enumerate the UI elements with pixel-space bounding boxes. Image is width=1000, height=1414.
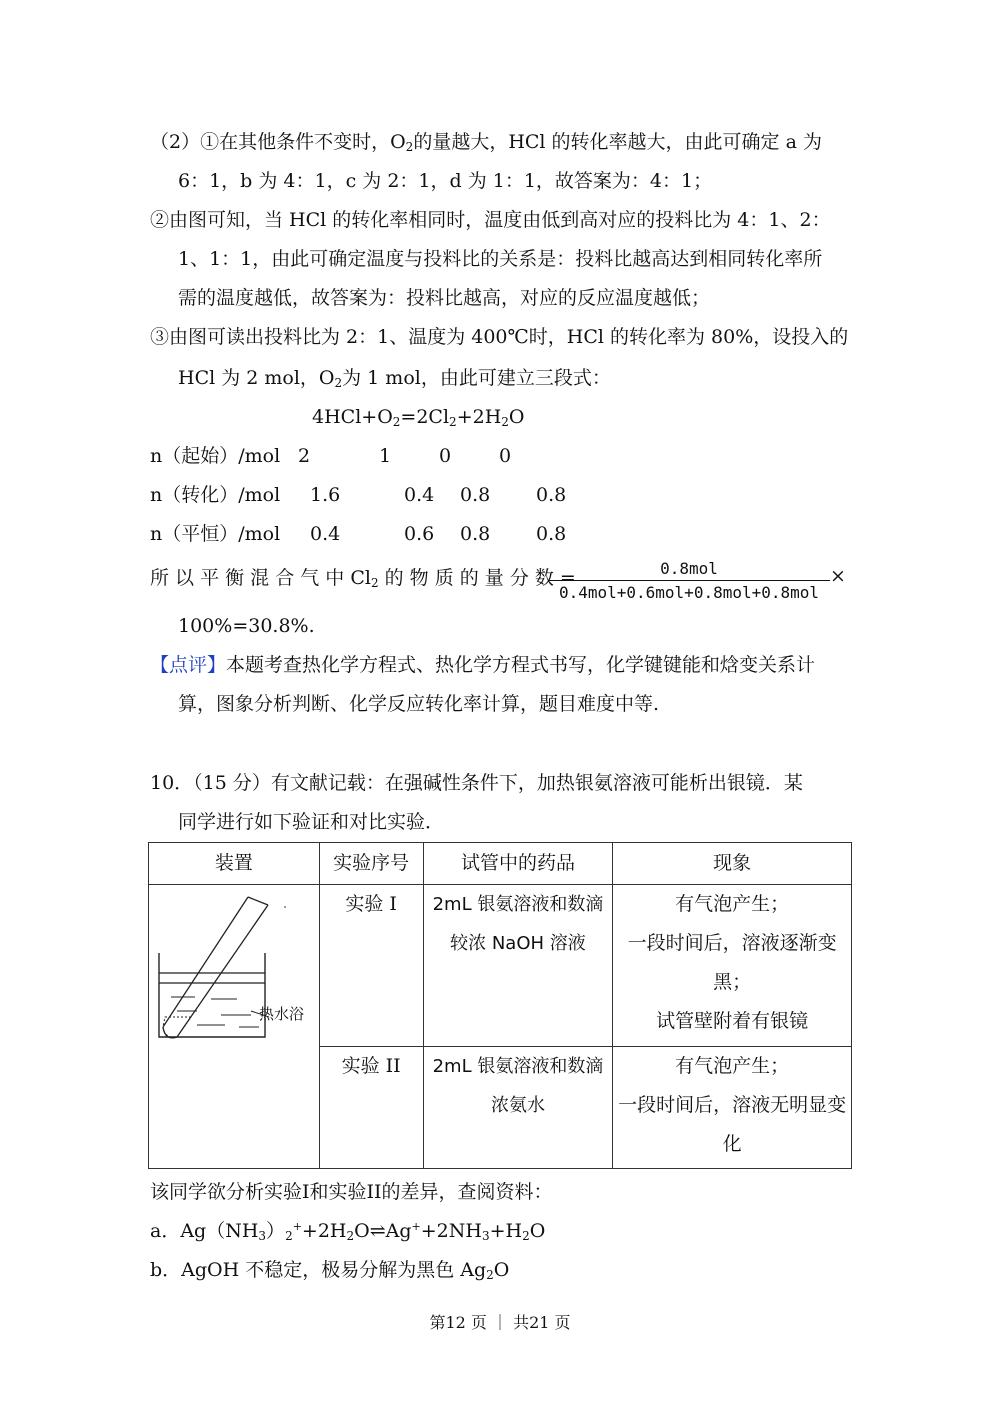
mole-fraction xyxy=(548,558,830,604)
reference-item-b: b．AgOH 不稳定，极易分解为黑色 $Ag_2O$ xyxy=(150,1259,510,1282)
experiment-table xyxy=(148,842,852,1169)
exp-1-phenomenon xyxy=(613,885,852,1047)
exp-2-obs-line: 有气泡产生； xyxy=(675,1055,790,1077)
stage-label: n（平恒）/mol xyxy=(150,523,281,545)
after-table-text: 该同学欲分析实验I和实验II的差异，查阅资料： xyxy=(150,1181,553,1203)
exp-1-drug-line: 2mL 银氨溶液和数滴 xyxy=(432,894,604,915)
exp-2-id: 实验 II xyxy=(319,1047,423,1169)
exp-1-obs-line: 黑； xyxy=(713,971,752,993)
stage-value: 0 xyxy=(499,445,512,467)
reference-item-a: a．$Ag(NH_3)_2^++2H_2O\rightleftharpoons Ag^++2NH_3+H_2O$ xyxy=(150,1220,546,1243)
stage-value: 0.4 xyxy=(404,484,435,506)
header-drugs: 试管中的药品 xyxy=(423,843,613,885)
table-header-row xyxy=(149,843,852,885)
exp-2-phenomenon xyxy=(613,1047,852,1169)
header-phenomenon: 现象 xyxy=(613,843,852,885)
exp-2-drug-line: 2mL 银氨溶液和数滴 xyxy=(432,1056,604,1077)
solution-line-6: ③由图可读出投料比为 2：1、温度为 400℃时，HCl 的转化率为 80%，设投入的 xyxy=(150,326,849,348)
solution-line-4: 1、1：1，由此可确定温度与投料比的关系是：投料比越高达到相同转化率所 xyxy=(178,248,823,270)
fraction-bar xyxy=(548,580,830,581)
fraction-denominator: 0.4mol+0.6mol+0.8mol+0.8mol xyxy=(558,583,820,602)
stage-value: 0.8 xyxy=(460,523,491,545)
comment-line-2: 算，图象分析判断、化学反应转化率计算，题目难度中等. xyxy=(178,693,660,715)
reaction-equation: $4HCl+O_2=2Cl_2+2H_2O$ xyxy=(312,406,525,429)
comment-line-1: 【点评】本题考查热化学方程式、热化学方程式书写，化学键键能和焓变关系计 xyxy=(150,654,816,676)
solution-line-3: ②由图可知，当 HCl 的转化率相同时，温度由低到高对应的投料比为 4：1、2： xyxy=(150,209,831,231)
question-10-line-2: 同学进行如下验证和对比实验． xyxy=(178,811,445,833)
water-bath-label: 热水浴 xyxy=(259,1005,305,1023)
stage-value: 1 xyxy=(379,445,392,467)
question-10-line-1: 10．（15 分）有文献记载：在强碱性条件下，加热银氨溶液可能析出银镜．某 xyxy=(150,772,803,794)
exp-1-drug-line: 较浓 NaOH 溶液 xyxy=(450,933,586,954)
stage-label: n（转化）/mol xyxy=(150,484,281,506)
exp-1-drugs xyxy=(423,885,613,1047)
stage-label: n（起始）/mol xyxy=(150,445,281,467)
solution-line-5: 需的温度越低，故答案为：投料比越高，对应的反应温度越低； xyxy=(178,287,711,309)
comment-tag: 【点评】 xyxy=(150,654,227,676)
device-cell xyxy=(149,885,320,1169)
page-footer: 第12 页 ｜ 共21 页 xyxy=(429,1313,571,1332)
table-row xyxy=(149,885,852,1047)
exp-1-id: 实验 I xyxy=(319,885,423,1047)
solution-line-1: （2）①在其他条件不变时，$O_2$的量越大，HCl 的转化率越大，由此可确定 a 为 xyxy=(150,131,822,154)
exp-2-obs-line: 化 xyxy=(722,1133,742,1155)
stage-value: 0.8 xyxy=(460,484,491,506)
exp-2-drugs xyxy=(423,1047,613,1169)
times-sign: × xyxy=(830,565,846,587)
stage-value: 0.8 xyxy=(536,484,567,506)
exp-1-obs-line: 试管壁附着有银镜 xyxy=(656,1010,809,1032)
percent-result: 100%=30.8%. xyxy=(178,615,315,637)
stage-value: 0.8 xyxy=(536,523,567,545)
header-exp-id: 实验序号 xyxy=(319,843,423,885)
solution-line-7: HCl 为 2 mol，$O_2$为 1 mol，由此可建立三段式： xyxy=(178,367,611,390)
exp-2-obs-line: 一段时间后，溶液无明显变 xyxy=(618,1094,847,1116)
stage-value: 0.4 xyxy=(310,523,341,545)
stage-value: 0.6 xyxy=(404,523,435,545)
exp-1-obs-line: 一段时间后，溶液逐渐变 xyxy=(627,932,837,954)
header-device: 装置 xyxy=(149,843,320,885)
stage-value: 1.6 xyxy=(310,484,341,506)
fraction-numerator: 0.8mol xyxy=(660,559,718,578)
exp-1-obs-line: 有气泡产生； xyxy=(675,893,790,915)
stage-value: 0 xyxy=(439,445,452,467)
solution-line-2: 6：1，b 为 4：1，c 为 2：1，d 为 1：1，故答案为：4：1； xyxy=(178,170,713,192)
stage-value: 2 xyxy=(298,445,311,467)
exp-2-drug-line: 浓氨水 xyxy=(490,1095,545,1116)
fraction-prefix: 所 以 平 衡 混 合 气 中 $Cl_2$ 的 物 质 的 量 分 数 = xyxy=(150,567,576,590)
